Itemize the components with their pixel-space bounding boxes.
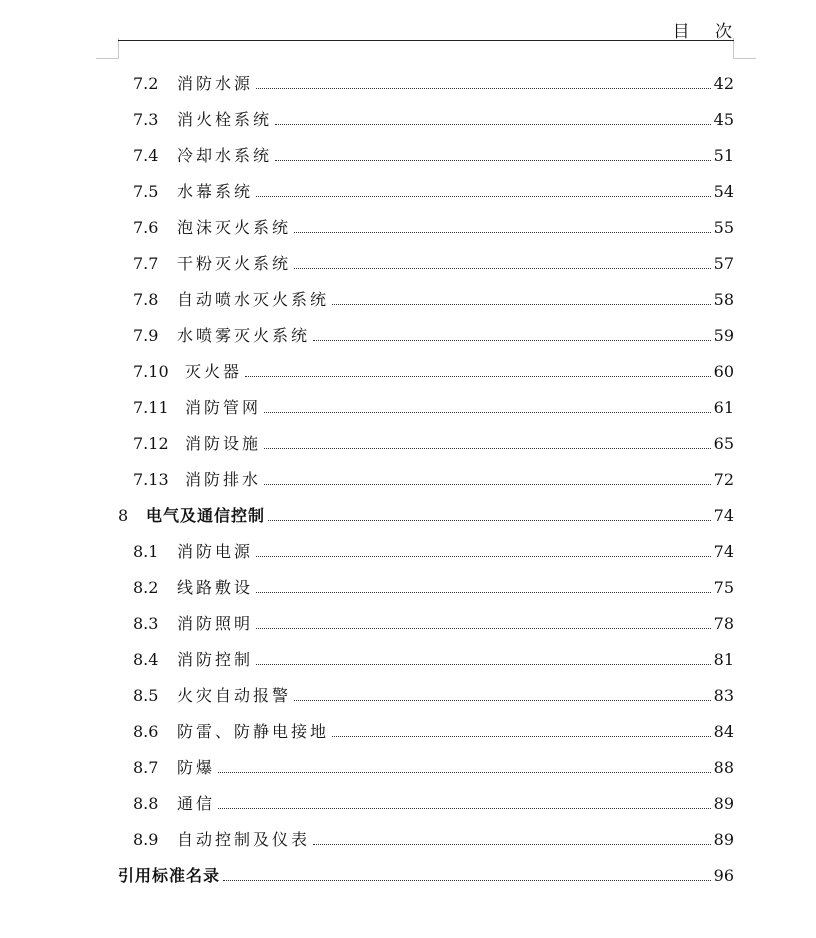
toc-entry-title: 电气及通信控制 bbox=[146, 506, 266, 525]
toc-subsection-row[interactable] bbox=[118, 748, 734, 778]
toc-entry-number: 8.8 bbox=[133, 794, 159, 813]
toc-subsection-row[interactable] bbox=[118, 316, 734, 346]
toc-entry-page-number: 54 bbox=[713, 182, 734, 201]
toc-entry-page-number: 74 bbox=[713, 506, 734, 525]
toc-dot-leader bbox=[218, 771, 711, 773]
toc-entry-page-number: 89 bbox=[713, 794, 734, 813]
header-title: 目 次 bbox=[672, 22, 742, 42]
toc-entry-page-number: 59 bbox=[713, 326, 734, 345]
toc-subsection-row[interactable] bbox=[118, 532, 734, 562]
toc-entry-page-number: 60 bbox=[713, 362, 734, 381]
toc-dot-leader bbox=[294, 231, 711, 233]
toc-entry-page-number: 81 bbox=[713, 650, 734, 669]
toc-entry-title: 防雷、防静电接地 bbox=[177, 722, 330, 741]
toc-entry-number: 8.6 bbox=[133, 722, 159, 741]
toc-entry-number: 8.9 bbox=[133, 830, 159, 849]
toc-dot-leader bbox=[313, 843, 711, 845]
toc-subsection-row[interactable] bbox=[118, 388, 734, 418]
toc-subsection-row[interactable] bbox=[118, 784, 734, 814]
toc-entry-number: 7.8 bbox=[133, 290, 159, 309]
toc-subsection-row[interactable] bbox=[118, 64, 734, 94]
toc-entry-title: 消防电源 bbox=[177, 542, 254, 561]
toc-entry-number: 7.9 bbox=[133, 326, 159, 345]
toc-entry-page-number: 83 bbox=[713, 686, 734, 705]
toc-entry-title: 防爆 bbox=[177, 758, 216, 777]
toc-dot-leader bbox=[256, 663, 711, 665]
toc-subsection-row[interactable] bbox=[118, 604, 734, 634]
toc-entry-title: 消防设施 bbox=[185, 434, 262, 453]
toc-entry-number: 7.6 bbox=[133, 218, 159, 237]
toc-entry-page-number: 89 bbox=[713, 830, 734, 849]
toc-dot-leader bbox=[256, 195, 711, 197]
toc-entry-title: 水喷雾灭火系统 bbox=[177, 326, 311, 345]
toc-entry-number: 8.5 bbox=[133, 686, 159, 705]
toc-dot-leader bbox=[294, 699, 711, 701]
toc-dot-leader bbox=[223, 879, 711, 881]
toc-entry-page-number: 75 bbox=[713, 578, 734, 597]
toc-entry-title: 火灾自动报警 bbox=[177, 686, 292, 705]
toc-entry-page-number: 65 bbox=[713, 434, 734, 453]
toc-dot-leader bbox=[332, 303, 711, 305]
toc-dot-leader bbox=[218, 807, 711, 809]
toc-subsection-row[interactable] bbox=[118, 280, 734, 310]
toc-entry-title: 消防排水 bbox=[185, 470, 262, 489]
toc-entry-number: 8.2 bbox=[133, 578, 159, 597]
toc-entry-title: 消防照明 bbox=[177, 614, 254, 633]
toc-dot-leader bbox=[264, 411, 711, 413]
toc-entry-title: 消火栓系统 bbox=[177, 110, 273, 129]
toc-entry-page-number: 84 bbox=[713, 722, 734, 741]
toc-subsection-row[interactable] bbox=[118, 640, 734, 670]
toc-entry-page-number: 78 bbox=[713, 614, 734, 633]
toc-entry-page-number: 58 bbox=[713, 290, 734, 309]
toc-entry-title: 引用标准名录 bbox=[118, 866, 221, 885]
toc-entry-number: 8.4 bbox=[133, 650, 159, 669]
toc-entry-page-number: 96 bbox=[713, 866, 734, 885]
toc-entry-number: 7.3 bbox=[133, 110, 159, 129]
toc-entry-page-number: 74 bbox=[713, 542, 734, 561]
toc-dot-leader bbox=[256, 591, 711, 593]
toc-entry-number: 7.11 bbox=[133, 398, 169, 417]
toc-dot-leader bbox=[268, 519, 711, 521]
toc-entry-title: 灭火器 bbox=[185, 362, 243, 381]
toc-entry-page-number: 72 bbox=[713, 470, 734, 489]
toc-entry-title: 消防控制 bbox=[177, 650, 254, 669]
toc-entry-page-number: 45 bbox=[713, 110, 734, 129]
toc-dot-leader bbox=[275, 159, 711, 161]
toc-entry-page-number: 42 bbox=[713, 74, 734, 93]
toc-subsection-row[interactable] bbox=[118, 712, 734, 742]
toc-subsection-row[interactable] bbox=[118, 820, 734, 850]
toc-subsection-row[interactable] bbox=[118, 100, 734, 130]
toc-entry-page-number: 61 bbox=[713, 398, 734, 417]
toc-entry-title: 消防管网 bbox=[185, 398, 262, 417]
page-header bbox=[118, 14, 742, 42]
toc-entry-number: 8 bbox=[118, 506, 129, 525]
toc-entry-title: 冷却水系统 bbox=[177, 146, 273, 165]
toc-dot-leader bbox=[264, 483, 711, 485]
toc-entry-title: 线路敷设 bbox=[177, 578, 254, 597]
toc-subsection-row[interactable] bbox=[118, 568, 734, 598]
toc-dot-leader bbox=[275, 123, 711, 125]
toc-entry-title: 通信 bbox=[177, 794, 216, 813]
toc-entry-number: 8.7 bbox=[133, 758, 159, 777]
toc-entry-title: 自动控制及仪表 bbox=[177, 830, 311, 849]
toc-entry-title: 自动喷水灭火系统 bbox=[177, 290, 330, 309]
toc-entry-number: 7.13 bbox=[133, 470, 169, 489]
toc-dot-leader bbox=[256, 627, 711, 629]
toc-dot-leader bbox=[264, 447, 711, 449]
toc-dot-leader bbox=[245, 375, 711, 377]
page-corner-mark-left bbox=[96, 38, 119, 59]
toc-section-row[interactable] bbox=[118, 856, 734, 886]
toc-subsection-row[interactable] bbox=[118, 208, 734, 238]
toc-entry-number: 7.5 bbox=[133, 182, 159, 201]
toc-subsection-row[interactable] bbox=[118, 676, 734, 706]
toc-dot-leader bbox=[256, 555, 711, 557]
toc-entry-title: 消防水源 bbox=[177, 74, 254, 93]
toc-entry-page-number: 51 bbox=[713, 146, 734, 165]
toc-entry-title: 水幕系统 bbox=[177, 182, 254, 201]
toc-dot-leader bbox=[313, 339, 711, 341]
toc-dot-leader bbox=[294, 267, 711, 269]
toc-subsection-row[interactable] bbox=[118, 136, 734, 166]
toc-dot-leader bbox=[332, 735, 711, 737]
toc-dot-leader bbox=[256, 87, 711, 89]
toc-entry-number: 7.2 bbox=[133, 74, 159, 93]
toc-subsection-row[interactable] bbox=[118, 244, 734, 274]
toc-entry-title: 泡沫灭火系统 bbox=[177, 218, 292, 237]
toc-entry-number: 7.10 bbox=[133, 362, 169, 381]
toc-entry-number: 7.7 bbox=[133, 254, 159, 273]
toc-subsection-row[interactable] bbox=[118, 172, 734, 202]
toc-entry-number: 8.3 bbox=[133, 614, 159, 633]
toc-entry-number: 8.1 bbox=[133, 542, 159, 561]
toc-entry-title: 干粉灭火系统 bbox=[177, 254, 292, 273]
toc-subsection-row[interactable] bbox=[118, 424, 734, 454]
toc-subsection-row[interactable] bbox=[118, 460, 734, 490]
toc-entry-number: 7.4 bbox=[133, 146, 159, 165]
toc-entry-number: 7.12 bbox=[133, 434, 169, 453]
toc-entry-page-number: 57 bbox=[713, 254, 734, 273]
toc-entry-page-number: 55 bbox=[713, 218, 734, 237]
toc-section-row[interactable] bbox=[118, 496, 734, 526]
toc-entry-page-number: 88 bbox=[713, 758, 734, 777]
toc-subsection-row[interactable] bbox=[118, 352, 734, 382]
